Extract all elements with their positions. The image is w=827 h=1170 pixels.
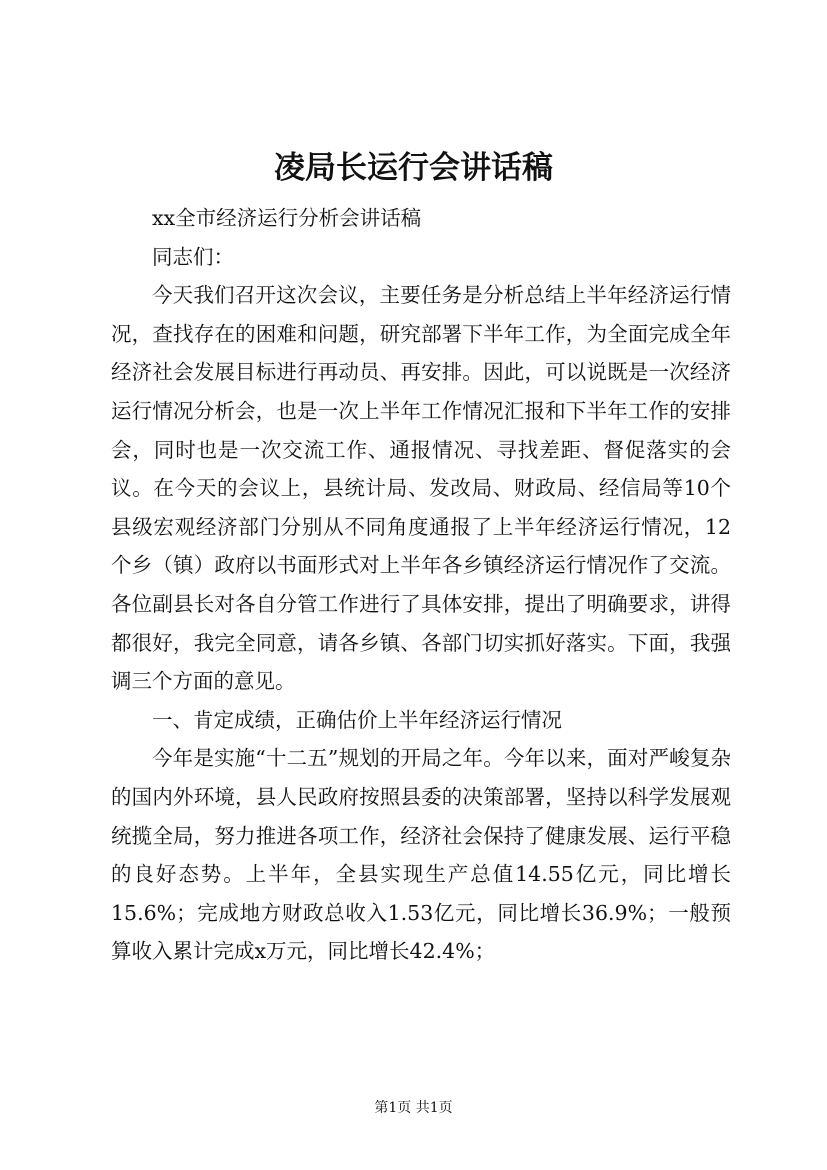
subtitle-paragraph: xx全市经济运行分析会讲话稿 — [152, 206, 422, 230]
document-title: 凌局长运行会讲话稿 — [274, 150, 553, 186]
body-paragraph: 今天我们召开这次会议，主要任务是分析总结上半年经济运行情况，查找存在的困难和问题，研究部署下半年工作，为全面完成全年经济社会发展目标进行再动员、再安排。因此，可以说既是一次经济运行情况分析会，也是一次上半年工作情况汇报和下半年工作的安排会，同时也是一次交流工作、通报情况、寻找差距、督促落实的会议。在今天的会议上，县统计局、发改局、财政局、经信局等10个县级宏观经济部门分别从不同角度通报了上半年经济运行情况，12个乡（镇）政府以书面形式对上半年各乡镇经济运行情况作了交流。各位副县长对各自分管工作进行了具体安排，提出了明确要求，讲得都很好，我完全同意，请各乡镇、各部门切实抓好落实。下面，我强调三个方面的意见。 — [111, 283, 731, 694]
section-heading: 一、肯定成绩，正确估价上半年经济运行情况 — [152, 707, 562, 732]
body-paragraph: 今年是实施“十二五”规划的开局之年。今年以来，面对严峻复杂的国内外环境，县人民政府按照县委的决策部署，坚持以科学发展观统揽全局，努力推进各项工作，经济社会保持了健康发展、运行平稳的良好态势。上半年，全县实现生产总值14.55亿元，同比增长15.6%；完成地方财政总收入1.53亿元，同比增长36.9%；一般预算收入累计完成x万元，同比增长42.4%； — [111, 746, 731, 964]
page-number: 第1页 共1页 — [374, 1100, 453, 1116]
salutation-paragraph: 同志们： — [152, 244, 234, 269]
document-body — [111, 199, 731, 971]
